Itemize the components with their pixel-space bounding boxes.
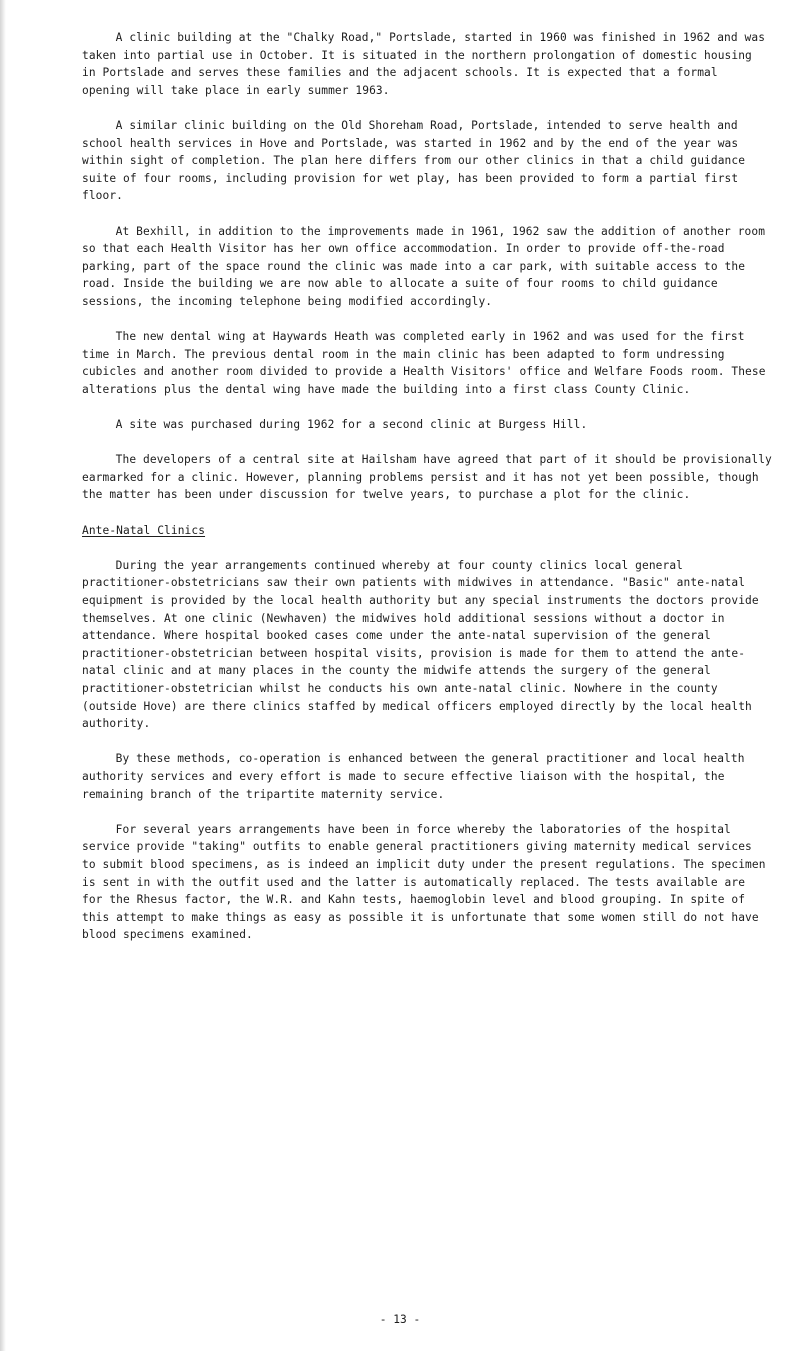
page-binding-edge — [0, 0, 6, 1351]
document-body — [82, 29, 772, 961]
paragraph-old-shoreham-road-clinic: A similar clinic building on the Old Shoreham Road, Portslade, intended to serve health and school health services in Hove and Portslade, was started in 1962 and by the end of the year was within sight of completion. The plan here differs from our other clinics in that a child guidance suite of four rooms, including provision for wet play, has been provided to form a partial first floor. — [82, 118, 746, 203]
section-heading-ante-natal-clinics: Ante-Natal Clinics — [82, 523, 206, 537]
paragraph-co-operation: By these methods, co-operation is enhanced between the general practitioner and local health authority services and every effort is made to secure effective liaison with the hospital, the remaining branch of the tripartite maternity service. — [82, 752, 745, 801]
paragraph-haywards-heath-dental-wing: The new dental wing at Haywards Heath was completed early in 1962 and was used for the first time in March. The previous dental room in the main clinic has been adapted to form undressing cubicles and another room divided to provide a Health Visitors' office and Welfare Foods room. These alterations plus the dental wing have made the building into a first class County Clinic. — [82, 330, 766, 396]
paragraph-hailsham-site: The developers of a central site at Hailsham have agreed that part of it should be provisionally earmarked for a clinic. However, planning problems persist and it has not yet been possible, though the matter has been under discussion for twelve years, to purchase a plot for the clinic. — [82, 453, 772, 502]
paragraph-bexhill-clinic: At Bexhill, in addition to the improvements made in 1961, 1962 saw the addition of another room so that each Health Visitor has her own office accommodation. In order to provide off-the-road parking, part of the space round the clinic was made into a car park, with suitable access to the road. Inside the building we are now able to allocate a suite of four rooms to child guidance sessions, the incoming telephone being modified accordingly. — [82, 224, 766, 308]
page-number: - 13 - — [379, 1313, 421, 1326]
paragraph-blood-specimens: For several years arrangements have been in force whereby the laboratories of the hospital service provide "taking" outfits to enable general practitioners giving maternity medical services to submit blood specimens, as is indeed an implicit duty under the present regulations. The specimen is sent in with the outfit used and the latter is automatically replaced. The tests available are for the Rhesus factor, the W.R. and Kahn tests, haemoglobin level and blood grouping. In spite of this attempt to make things as easy as possible it is unfortunate that some women still do not have blood specimens examined. — [82, 822, 766, 942]
paragraph-burgess-hill-site: A site was purchased during 1962 for a second clinic at Burgess Hill. — [115, 418, 588, 432]
paragraph-chalky-road-clinic: A clinic building at the "Chalky Road," Portslade, started in 1960 was finished in 1962 and was taken into partial use in October. It is situated in the northern prolongation of domestic housing in Portslade and serves these families and the adjacent schools. It is expected that a formal opening will take place in early summer 1963. — [82, 31, 766, 97]
paragraph-ante-natal-arrangements: During the year arrangements continued whereby at four county clinics local general practitioner-obstetricians saw their own patients with midwives in attendance. "Basic" ante-natal equipment is provided by the local health authority but any special instruments the doctors provide themselves. At one clinic (Newhaven) the midwives hold additional sessions without a doctor in attendance. Where hospital booked cases come under the ante-natal supervision of the general practitioner-obstetrician between hospital visits, provision is made for them to attend the ante-natal clinic and at many places in the county the midwife attends the surgery of the general practitioner-obstetrician whilst he conducts his own ante-natal clinic. Nowhere in the county (outside Hove) are there clinics staffed by medical officers employed directly by the local health authority. — [82, 558, 759, 731]
